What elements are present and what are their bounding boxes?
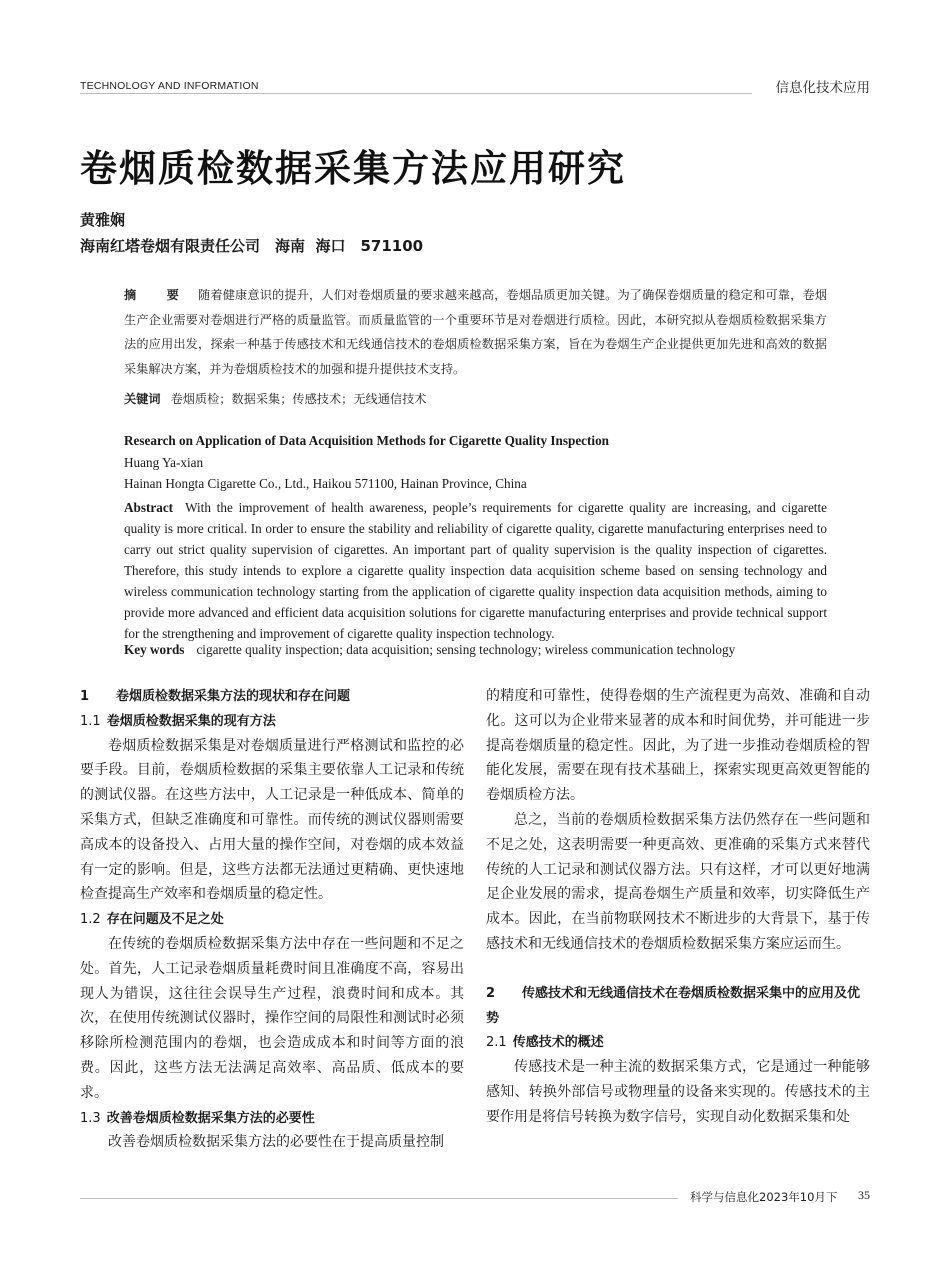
- english-abstract: [124, 497, 827, 644]
- english-abstract-text: With the improvement of health awareness, people’s requirements for cigarette quality are increasing, and cigarette quality is more critical. In order to ensure the stability and reliability of cigarette quality, cigarette manufacturing enterprises need to carry out strict quality supervision of cigarettes. An important part of quality supervision is the quality inspection of cigarettes. Therefore, this study intends to explore a cigarette quality inspection data acquisition scheme based on sensing technology and wireless communication technology starting from the application of cigarette quality inspection data acquisition methods, aiming to provide more advanced and efficient data acquisition solutions for cigarette manufacturing enterprises and provide technical support for the strengthening and improvement of cigarette quality inspection technology.: [124, 500, 827, 641]
- subsection-heading: [486, 1031, 870, 1056]
- body-paragraph: 总之，当前的卷烟质检数据采集方法仍然存在一些问题和不足之处，这表明需要一种更高效、更准确的采集方式来替代传统的人工记录和测试仪器方法。只有这样，才可以更好地满足企业发展的需求，提高卷烟生产质量和效率，切实降低生产成本。因此，在当前物联网技术不断进步的大背景下，基于传感技术和无线通信技术的卷烟质检数据采集方案应运而生。: [486, 812, 870, 952]
- subsection-number: 1.1: [80, 713, 101, 729]
- body-paragraph: 改善卷烟质检数据采集方法的必要性在于提高质量控制: [108, 1135, 444, 1151]
- subsection-heading: [80, 1107, 464, 1132]
- subsection-heading: [80, 908, 464, 933]
- english-author: Huang Ya-xian: [124, 455, 204, 470]
- body-paragraph-continued: 的精度和可靠性，使得卷烟的生产流程更为高效、准确和自动化。这可以为企业带来显著的成本和时间优势，并可能进一步提高卷烟质量的稳定性。因此，为了进一步推动卷烟质检的智能化发展，需要在现有技术基础上，探索实现更高效更智能的卷烟质检方法。: [486, 689, 870, 804]
- header-rule: [80, 93, 752, 94]
- english-keywords: [124, 642, 827, 658]
- body-column-left: [80, 685, 464, 1156]
- subsection-number: 1.2: [80, 912, 101, 928]
- section-title: 卷烟质检数据采集方法的现状和存在问题: [116, 689, 351, 704]
- chinese-keywords: [124, 387, 827, 412]
- abstract-text: 随着健康意识的提升，人们对卷烟质量的要求越来越高，卷烟品质更加关键。为了确保卷烟质量的稳定和可靠，卷烟生产企业需要对卷烟进行严格的质量监管。而质量监管的一个重要环节是对卷烟进行质检。因此，本研究拟从卷烟质检数据采集方法的应用出发，探索一种基于传感技术和无线通信技术的卷烟质检数据采集方案，旨在为卷烟生产企业提供更加先进和高效的数据采集解决方案，并为卷烟质检技术的加强和提升提供技术支持。: [124, 288, 828, 376]
- section-heading: [80, 685, 464, 710]
- subsection-title: 存在问题及不足之处: [106, 912, 224, 928]
- keywords-label: 关键词: [124, 392, 161, 406]
- subsection-heading: [80, 710, 464, 735]
- chinese-abstract: [124, 283, 827, 381]
- section-title: 传感技术和无线通信技术在卷烟质检数据采集中的应用及优势: [486, 985, 861, 1026]
- author-affiliation: 海南红塔卷烟有限责任公司 海南 海口 571100: [80, 237, 424, 255]
- subsection-number: 1.3: [80, 1110, 101, 1126]
- footer-rule: [80, 1198, 678, 1199]
- body-column-right: [486, 685, 870, 1131]
- body-paragraph: 卷烟质检数据采集是对卷烟质量进行严格测试和监控的必要手段。目前，卷烟质检数据的采集主要依靠人工记录和传统的测试仪器。在这些方法中，人工记录是一种低成本、简单的采集方式，但缺乏准确度和可靠性。而传统的测试仪器则需要高成本的设备投入、占用大量的操作空间，对卷烟的成本效益有一定的影响。但是，这些方法都无法通过更精确、更快速地检查提高生产效率和卷烟质量的稳定性。: [80, 738, 464, 903]
- english-keywords-label: Key words: [124, 642, 185, 657]
- section-heading: [486, 982, 870, 1032]
- journal-issue: 科学与信息化2023年10月下: [690, 1190, 838, 1204]
- abstract-label: 摘 要: [124, 288, 189, 302]
- body-paragraph: 传感技术是一种主流的数据采集方式，它是通过一种能够感知、转换外部信号或物理量的设备来实现的。传感技术的主要作用是将信号转换为数字信号，实现自动化数据采集和处: [486, 1060, 870, 1125]
- subsection-title: 改善卷烟质检数据采集方法的必要性: [106, 1110, 315, 1126]
- english-keywords-text: cigarette quality inspection; data acquisition; sensing technology; wireless communication technology: [196, 642, 736, 657]
- section-spacer: [486, 958, 870, 982]
- keywords-text: 卷烟质检；数据采集；传感技术；无线通信技术: [170, 392, 427, 406]
- english-abstract-label: Abstract: [124, 500, 174, 515]
- english-title: Research on Application of Data Acquisition Methods for Cigarette Quality Inspection: [124, 433, 610, 448]
- page-number: 35: [858, 1188, 870, 1202]
- running-header-column: 信息化技术应用: [775, 80, 870, 96]
- section-number: 2: [486, 985, 496, 1001]
- subsection-title: 传感技术的概述: [512, 1035, 604, 1051]
- subsection-title: 卷烟质检数据采集的现有方法: [106, 713, 276, 729]
- paper-title: 卷烟质检数据采集方法应用研究: [80, 146, 626, 190]
- english-affiliation: Hainan Hongta Cigarette Co., Ltd., Haikou 571100, Hainan Province, China: [124, 476, 527, 491]
- author-name: 黄雅娴: [80, 211, 126, 229]
- section-number: 1: [80, 689, 90, 704]
- subsection-number: 2.1: [486, 1035, 507, 1051]
- body-paragraph: 在传统的卷烟质检数据采集方法中存在一些问题和不足之处。首先，人工记录卷烟质量耗费时间且准确度不高，容易出现人为错误，这往往会误导生产过程，浪费时间和成本。其次，在使用传统测试仪器时，操作空间的局限性和测试时必须移除所检测范围内的卷烟，也会造成成本和时间等方面的浪费。因此，这些方法无法满足高效率、高品质、低成本的要求。: [80, 936, 464, 1101]
- running-header-english: TECHNOLOGY AND INFORMATION: [80, 80, 259, 92]
